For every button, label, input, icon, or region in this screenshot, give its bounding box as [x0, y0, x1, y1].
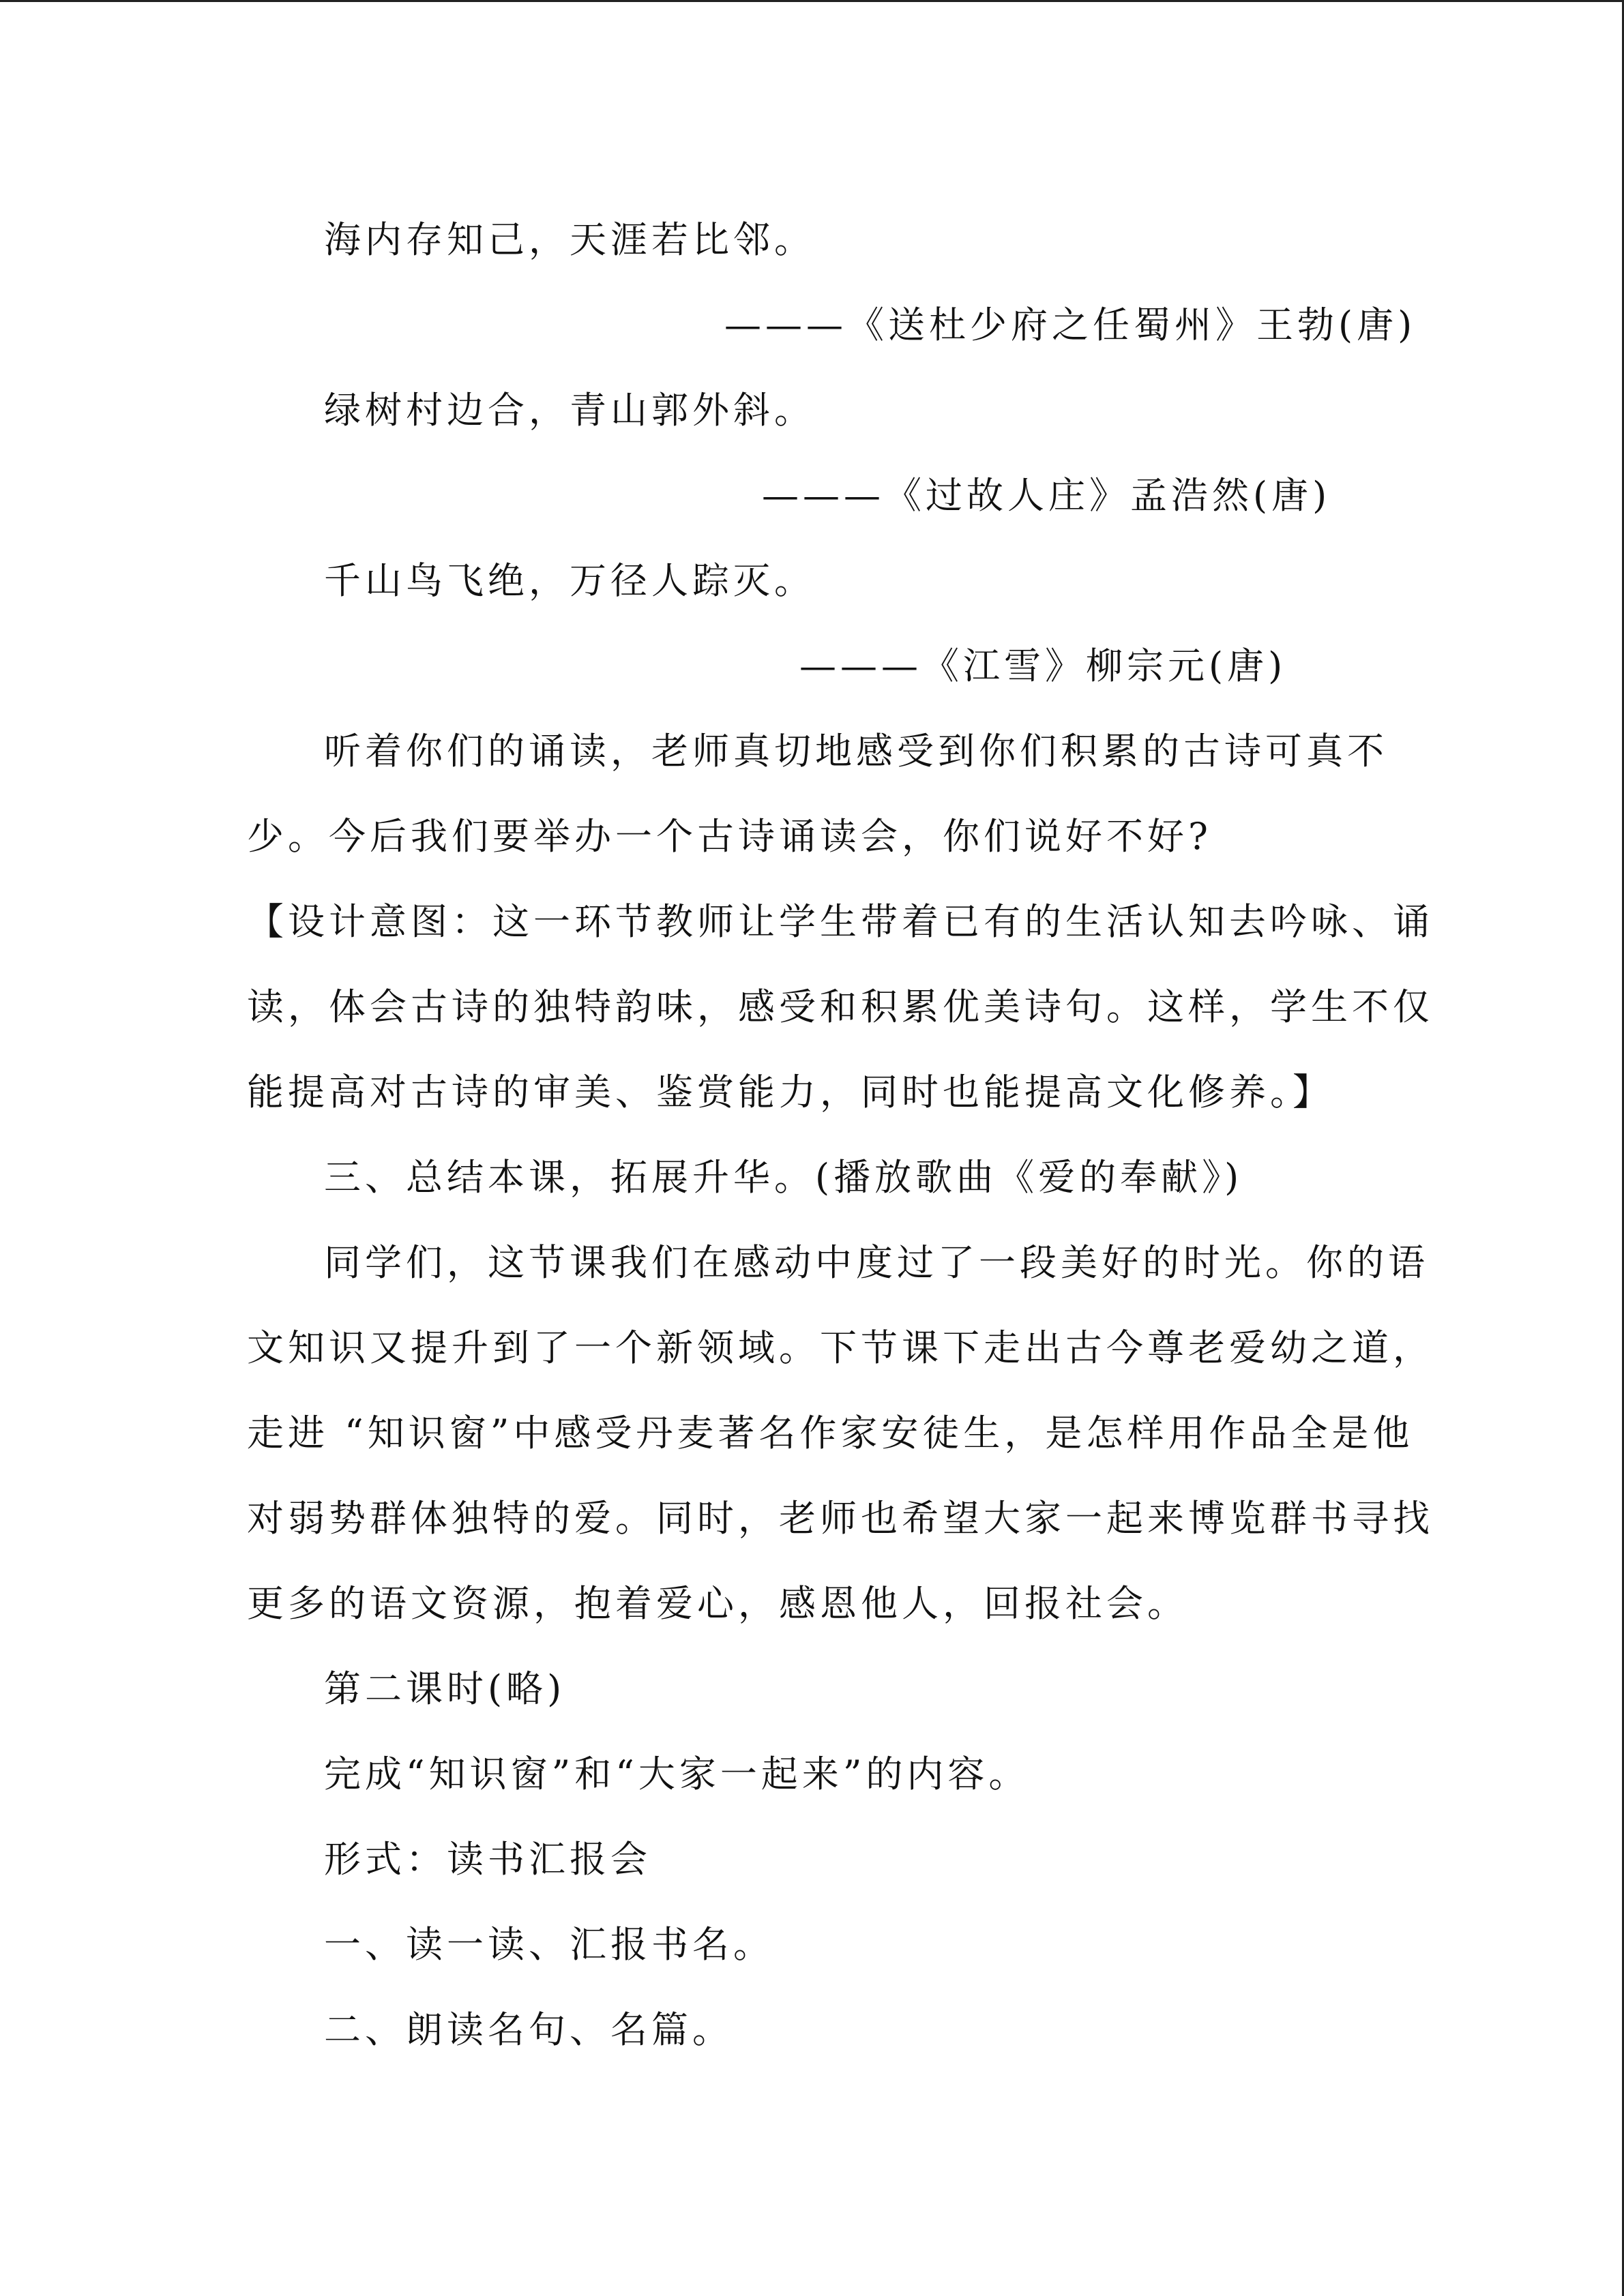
summary-paragraph-line-5: 更多的语文资源，抱着爱心，感恩他人，回报社会。 [247, 1582, 1188, 1625]
poem-attribution-1: ———《送杜少府之任蜀州》王勃(唐) [724, 303, 1417, 346]
summary-paragraph-line-3: 走进 “知识窗”中感受丹麦著名作家安徒生，是怎样用作品全是他 [247, 1412, 1414, 1455]
reading-paragraph-line-2: 少。今后我们要举办一个古诗诵读会，你们说好不好? [247, 815, 1212, 858]
second-lesson-step-one: 一、读一读、汇报书名。 [324, 1923, 774, 1966]
poem-attribution-3: ———《江雪》柳宗元(唐) [799, 644, 1287, 687]
poem-verse-3: 千山鸟飞绝，万径人踪灭。 [324, 559, 815, 602]
design-intent-line-1: 【设计意图：这一环节教师让学生带着已有的生活认知去吟咏、诵 [247, 900, 1434, 943]
second-lesson-format: 形式：读书汇报会 [324, 1838, 651, 1881]
second-lesson-step-two: 二、朗读名句、名篇。 [324, 2008, 733, 2051]
reading-paragraph-line-1: 听着你们的诵读，老师真切地感受到你们积累的古诗可真不 [324, 730, 1388, 773]
section-three-heading: 三、总结本课，拓展升华。(播放歌曲《爱的奉献》) [324, 1156, 1243, 1199]
design-intent-line-2: 读，体会古诗的独特韵味，感受和积累优美诗句。这样，学生不仅 [247, 985, 1434, 1028]
second-lesson-task: 完成“知识窗”和“大家一起来”的内容。 [324, 1753, 1030, 1795]
poem-verse-2: 绿树村边合，青山郭外斜。 [324, 389, 815, 432]
second-lesson-heading: 第二课时(略) [324, 1667, 566, 1710]
poem-attribution-2: ———《过故人庄》孟浩然(唐) [762, 474, 1331, 517]
design-intent-line-3: 能提高对古诗的审美、鉴赏能力，同时也能提高文化修养。】 [247, 1071, 1333, 1114]
summary-paragraph-line-4: 对弱势群体独特的爱。同时，老师也希望大家一起来博览群书寻找 [247, 1497, 1434, 1540]
poem-verse-1: 海内存知己，天涯若比邻。 [324, 218, 815, 261]
summary-paragraph-line-1: 同学们，这节课我们在感动中度过了一段美好的时光。你的语 [324, 1241, 1429, 1284]
summary-paragraph-line-2: 文知识又提升到了一个新领域。下节课下走出古今尊老爱幼之道， [247, 1326, 1434, 1369]
